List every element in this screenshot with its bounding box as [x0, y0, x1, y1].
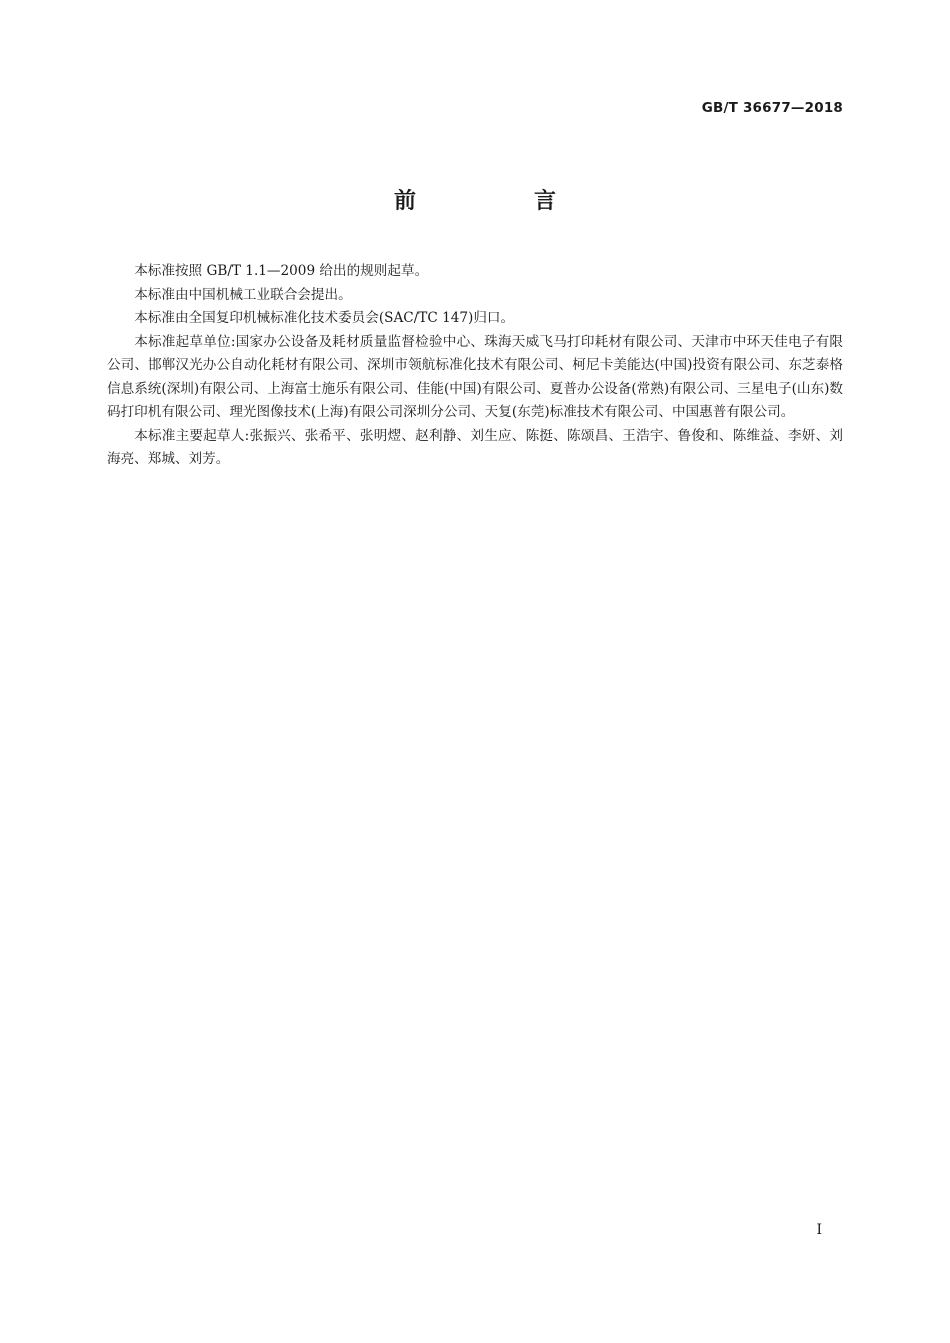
paragraph-drafting-units: 本标准起草单位:国家办公设备及耗材质量监督检验中心、珠海天威飞马打印耗材有限公司、天津市中环天佳电子有限公司、邯郸汉光办公自动化耗材有限公司、深圳市领航标准化技术有限公司、柯尼卡美能达(中国)投资有限公司、东芝泰格信息系统(深圳)有限公司、上海富士施乐有限公司、佳能(中国)有限公司、夏普办公设备(常熟)有限公司、三星电子(山东)数码打印机有限公司、理光图像技术(上海)有限公司深圳分公司、天复(东莞)标准技术有限公司、中国惠普有限公司。 — [107, 333, 843, 420]
page-title: 前 言 — [393, 189, 604, 214]
foreword-body — [107, 260, 843, 472]
paragraph-drafting-rules: 本标准按照 GB/T 1.1—2009 给出的规则起草。 — [134, 263, 429, 279]
paragraph-drafters: 本标准主要起草人:张振兴、张希平、张明熤、赵利静、刘生应、陈挺、陈颂昌、王浩宇、鲁俊和、陈维益、李妍、刘海亮、郑城、刘芳。 — [107, 427, 843, 467]
page-number: I — [816, 1222, 822, 1238]
standard-code-header: GB/T 36677—2018 — [701, 100, 843, 116]
paragraph-committee: 本标准由全国复印机械标准化技术委员会(SAC/TC 147)归口。 — [134, 310, 515, 326]
paragraph-proposer: 本标准由中国机械工业联合会提出。 — [134, 286, 352, 303]
